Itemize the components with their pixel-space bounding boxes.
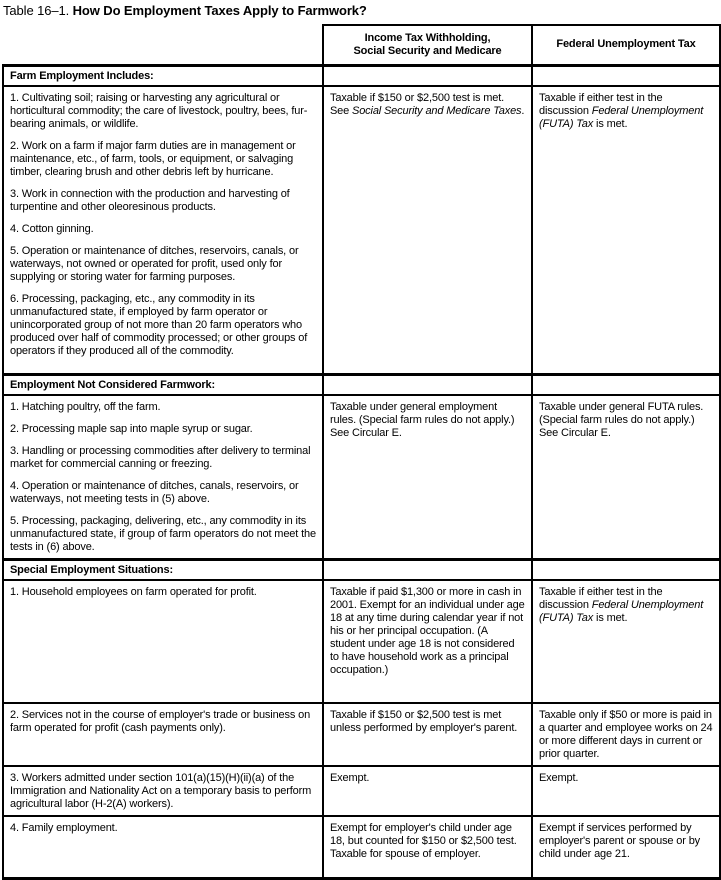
special3-item-cell [3,766,323,816]
special3-futa-cell [532,766,720,816]
not-farmwork-item-3: 3. Handling or processing commodities after delivery to terminal market for commercial canning or freezing. [10,445,311,470]
special2-tax-text: Taxable if $150 or $2,500 test is met unless performed by employer's parent. [330,709,518,734]
special1-tax-cell [323,580,532,703]
income-tax-header-line2: Social Security and Medicare [353,44,502,57]
section2-spacer-futa [532,375,720,396]
special3-tax-cell [323,766,532,816]
section2-tax-cell [323,395,532,560]
special-situation-row-1 [3,580,720,703]
section1-futa-reference: Federal Unemployment (FUTA) Tax [539,104,704,130]
section2-spacer-tax [323,375,532,396]
farm-item-5: 5. Operation or maintenance of ditches, reservoirs, canals, or waterways, not owned or operated for profit, used only for supplying or storing water for farming purposes. [10,244,299,283]
special-item-1: 1. Household employees on farm operated for profit. [10,586,257,598]
section1-futa-cell: Taxable if either test in the discussion Federal Unemployment (FUTA) Tax is met. [532,86,720,375]
table-title [2,2,720,24]
section-header-farm-employment: Farm Employment Includes: [3,65,323,86]
special1-futa-text: Taxable if either test in the discussion [539,586,663,611]
section1-spacer-tax [323,65,532,86]
section2-futa-cell [532,395,720,560]
section1-tax-cell: Taxable if $150 or $2,500 test is met. See Social Security and Medicare Taxes. [323,86,532,375]
section2-items-cell [3,395,323,560]
special4-tax-cell [323,816,532,878]
special1-item-cell [3,580,323,703]
table-number-label: Table 16–1. [3,3,70,18]
not-farmwork-item-4: 4. Operation or maintenance of ditches, canals, reservoirs, or waterways, not meeting tests in (5) above. [10,480,299,505]
special2-futa-text: Taxable only if $50 or more is paid in a quarter and employee works on 24 or more different days in current or prior quarter. [539,709,713,760]
section1-body-row [3,86,720,375]
column-header-futa [532,25,720,65]
section1-spacer-futa [532,65,720,86]
special2-item-cell [3,703,323,766]
not-farmwork-item-1: 1. Hatching poultry, off the farm. [10,401,161,413]
special-situation-row-3 [3,766,720,816]
section-header-special-situations: Special Employment Situations: [3,560,323,581]
special4-item-cell [3,816,323,878]
special3-tax-text: Exempt. [330,772,370,784]
column-header-income-tax [323,25,532,65]
special4-futa-text: Exempt if services performed by employer's parent or spouse or by child under age 21. [539,822,701,860]
section3-spacer-futa [532,560,720,581]
special1-futa-cell: Taxable if either test in the discussion Federal Unemployment (FUTA) Tax is met. [532,580,720,703]
section1-items-cell [3,86,323,375]
special-item-4: 4. Family employment. [10,822,118,834]
special-item-2: 2. Services not in the course of employer's trade or business on farm operated for profit (cash payments only). [10,709,311,734]
not-farmwork-item-5: 5. Processing, packaging, delivering, etc., any commodity in its unmanufactured state, if group of farm operators do not meet the tests in (6) above. [10,515,316,553]
futa-header-label: Federal Unemployment Tax [556,38,696,51]
not-farmwork-item-2: 2. Processing maple sap into maple syrup or sugar. [10,423,253,435]
special-situation-row-2 [3,703,720,766]
section-row-not-farmwork [3,375,720,396]
table-heading: How Do Employment Taxes Apply to Farmwork? [72,3,367,18]
section2-body-row [3,395,720,560]
section2-tax-text: Taxable under general employment rules. (Special farm rules do not apply.) See Circular E. [330,401,515,439]
column-header-row [3,25,720,65]
special2-tax-cell [323,703,532,766]
section-header-not-farmwork: Employment Not Considered Farmwork: [3,375,323,396]
section2-futa-text: Taxable under general FUTA rules. (Special farm rules do not apply.) See Circular E. [539,401,704,439]
special1-tax-text: Taxable if paid $1,300 or more in cash in 2001. Exempt for an individual under age 18 at any time during calendar year if not his or her principal occupation. (A student under age 18 is not considered to have household work as a principal occupation.) [330,586,525,676]
section-row-farm-employment [3,65,720,86]
farm-item-1: 1. Cultivating soil; raising or harvesting any agricultural or horticultural commodity; the care of livestock, poultry, bees, fur-bearing animals, or wildlife. [10,91,308,130]
special-item-3: 3. Workers admitted under section 101(a)(15)(H)(ii)(a) of the Immigration and Nationality Act on a temporary basis to perform agricultural labor (H-2(A) workers). [10,772,312,810]
section-row-special-situations [3,560,720,581]
employment-tax-table [2,24,721,880]
special3-futa-text: Exempt. [539,772,579,784]
section1-futa-text: Taxable if either test in the discussion [539,91,663,117]
income-tax-header-line1: Income Tax Withholding, [364,31,491,44]
section1-tax-text: Taxable if $150 or $2,500 test is met. See [330,91,505,117]
farm-item-3: 3. Work in connection with the production and harvesting of turpentine and other oleoresinous products. [10,187,290,213]
section1-tax-reference: Social Security and Medicare Taxes [352,104,522,117]
farm-item-4: 4. Cotton ginning. [10,222,94,235]
farm-item-2: 2. Work on a farm if major farm duties are in management or maintenance, etc., of farm, tools, or equipment, or salvaging timber, clearing brush and other debris left by hurricane. [10,139,296,178]
special4-futa-cell [532,816,720,878]
section3-spacer-tax [323,560,532,581]
special2-futa-cell [532,703,720,766]
empty-corner-cell [3,25,323,65]
special4-tax-text: Exempt for employer's child under age 18, but counted for $150 or $2,500 test. Taxable for spouse of employer. [330,822,517,860]
special-situation-row-4 [3,816,720,878]
special1-futa-reference: Federal Unemployment (FUTA) Tax [539,599,704,624]
farm-item-6: 6. Processing, packaging, etc., any commodity in its unmanufactured state, if employed by farm operator or unincorporated group of not more than 20 farm operators who produced over half of commodity processed; or other groups of operators if they produced all of the commodity. [10,292,308,357]
